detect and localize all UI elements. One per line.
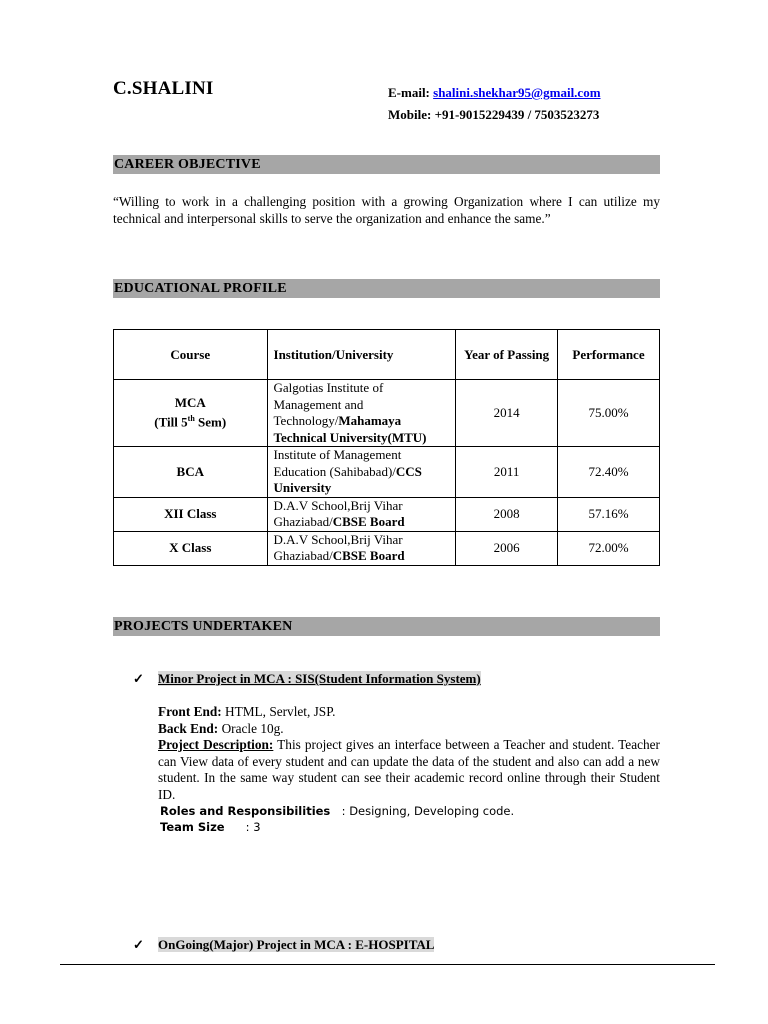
- minor-project-title-line: [133, 671, 481, 687]
- front-end-label: Front End:: [158, 704, 225, 719]
- university-name: CBSE Board: [332, 548, 405, 563]
- institution-name: Institute of Management Education (Sahibabad)/: [273, 447, 402, 479]
- col-institution: Institution/University: [267, 330, 456, 380]
- team-size-value: 3: [253, 820, 261, 834]
- roles-label: Roles and Responsibilities: [160, 804, 331, 818]
- course-note: [120, 411, 261, 431]
- performance-cell: 75.00%: [558, 380, 660, 447]
- course-cell: BCA: [114, 447, 268, 498]
- mobile-line: [388, 104, 601, 126]
- career-objective-heading: CAREER OBJECTIVE: [113, 155, 660, 174]
- performance-cell: 72.40%: [558, 447, 660, 498]
- major-project-title: OnGoing(Major) Project in MCA : E-HOSPITAL: [158, 937, 435, 952]
- institution-cell: [267, 497, 456, 531]
- institution-cell: [267, 531, 456, 565]
- education-table: [113, 329, 660, 566]
- checkmark-icon: ✓: [133, 671, 144, 686]
- institution-cell: [267, 380, 456, 447]
- course-note-sup: th: [187, 414, 195, 424]
- table-header-row: [114, 330, 660, 380]
- roles-line: [160, 803, 514, 819]
- year-cell: 2008: [456, 497, 558, 531]
- minor-project-title: Minor Project in MCA : SIS(Student Information System): [158, 671, 481, 686]
- project-description-text: This project gives an interface between a Teacher and student. Teacher can View data of every student and can update the data of the student and also can add a new student. In the same way student can see their academic record online through their Student ID.: [158, 737, 660, 802]
- table-row: [114, 380, 660, 447]
- project-description: [158, 737, 660, 803]
- back-end-label: Back End:: [158, 720, 222, 736]
- course-cell: XII Class: [114, 497, 268, 531]
- back-end-line: [158, 721, 660, 738]
- institution-name: D.A.V School,Brij Vihar Ghaziabad/: [273, 497, 403, 529]
- team-size-label: Team Size: [160, 820, 225, 834]
- year-cell: 2014: [456, 380, 558, 447]
- table-row: [114, 497, 660, 531]
- course-cell: [114, 380, 268, 447]
- email-line: [388, 82, 601, 104]
- mobile-label: Mobile:: [388, 107, 435, 122]
- team-size-sep: :: [242, 820, 254, 834]
- year-cell: 2006: [456, 531, 558, 565]
- team-size-line: [160, 819, 514, 835]
- course-note-text: (Till 5: [154, 414, 188, 430]
- course-note-end: Sem): [194, 414, 227, 430]
- institution-name: D.A.V School,Brij Vihar Ghaziabad/: [273, 531, 403, 563]
- institution-cell: [267, 447, 456, 498]
- col-performance: Performance: [558, 330, 660, 380]
- col-year: Year of Passing: [456, 330, 558, 380]
- contact-block: [388, 82, 601, 126]
- roles-block: [160, 803, 514, 835]
- projects-heading: PROJECTS UNDERTAKEN: [113, 617, 660, 636]
- course-name: MCA: [174, 394, 206, 410]
- table-row: [114, 531, 660, 565]
- major-project-title-line: [133, 937, 434, 953]
- back-end-value: Oracle 10g.: [221, 720, 284, 736]
- email-label: E-mail:: [388, 85, 434, 100]
- page-bottom-rule: [60, 964, 715, 965]
- front-end-line: [158, 704, 660, 721]
- roles-value: Designing, Developing code.: [349, 804, 515, 818]
- educational-profile-heading: EDUCATIONAL PROFILE: [113, 279, 660, 298]
- university-name: Mahamaya Technical University(MTU): [273, 413, 427, 445]
- table-row: [114, 447, 660, 498]
- email-link[interactable]: shalini.shekhar95@gmail.com: [433, 85, 601, 100]
- performance-cell: 72.00%: [558, 531, 660, 565]
- career-objective-text: “Willing to work in a challenging position with a growing Organization where I can utilize my technical and interpersonal skills to serve the organization and enhance the same.”: [113, 194, 660, 226]
- year-cell: 2011: [456, 447, 558, 498]
- course-cell: X Class: [114, 531, 268, 565]
- candidate-name: C.SHALINI: [113, 78, 214, 99]
- front-end-value: HTML, Servlet, JSP.: [225, 704, 336, 719]
- mobile-number: +91-9015229439 / 7503523273: [434, 107, 600, 122]
- minor-project-details: [158, 704, 660, 803]
- roles-sep: :: [338, 804, 350, 818]
- university-name: CBSE Board: [332, 514, 405, 529]
- performance-cell: 57.16%: [558, 497, 660, 531]
- col-course: Course: [114, 330, 268, 380]
- institution-name: Galgotias Institute of Management and Technology/: [273, 380, 384, 428]
- checkmark-icon: ✓: [133, 937, 144, 952]
- project-description-label: Project Description:: [158, 737, 274, 752]
- university-name: CCS University: [273, 463, 422, 495]
